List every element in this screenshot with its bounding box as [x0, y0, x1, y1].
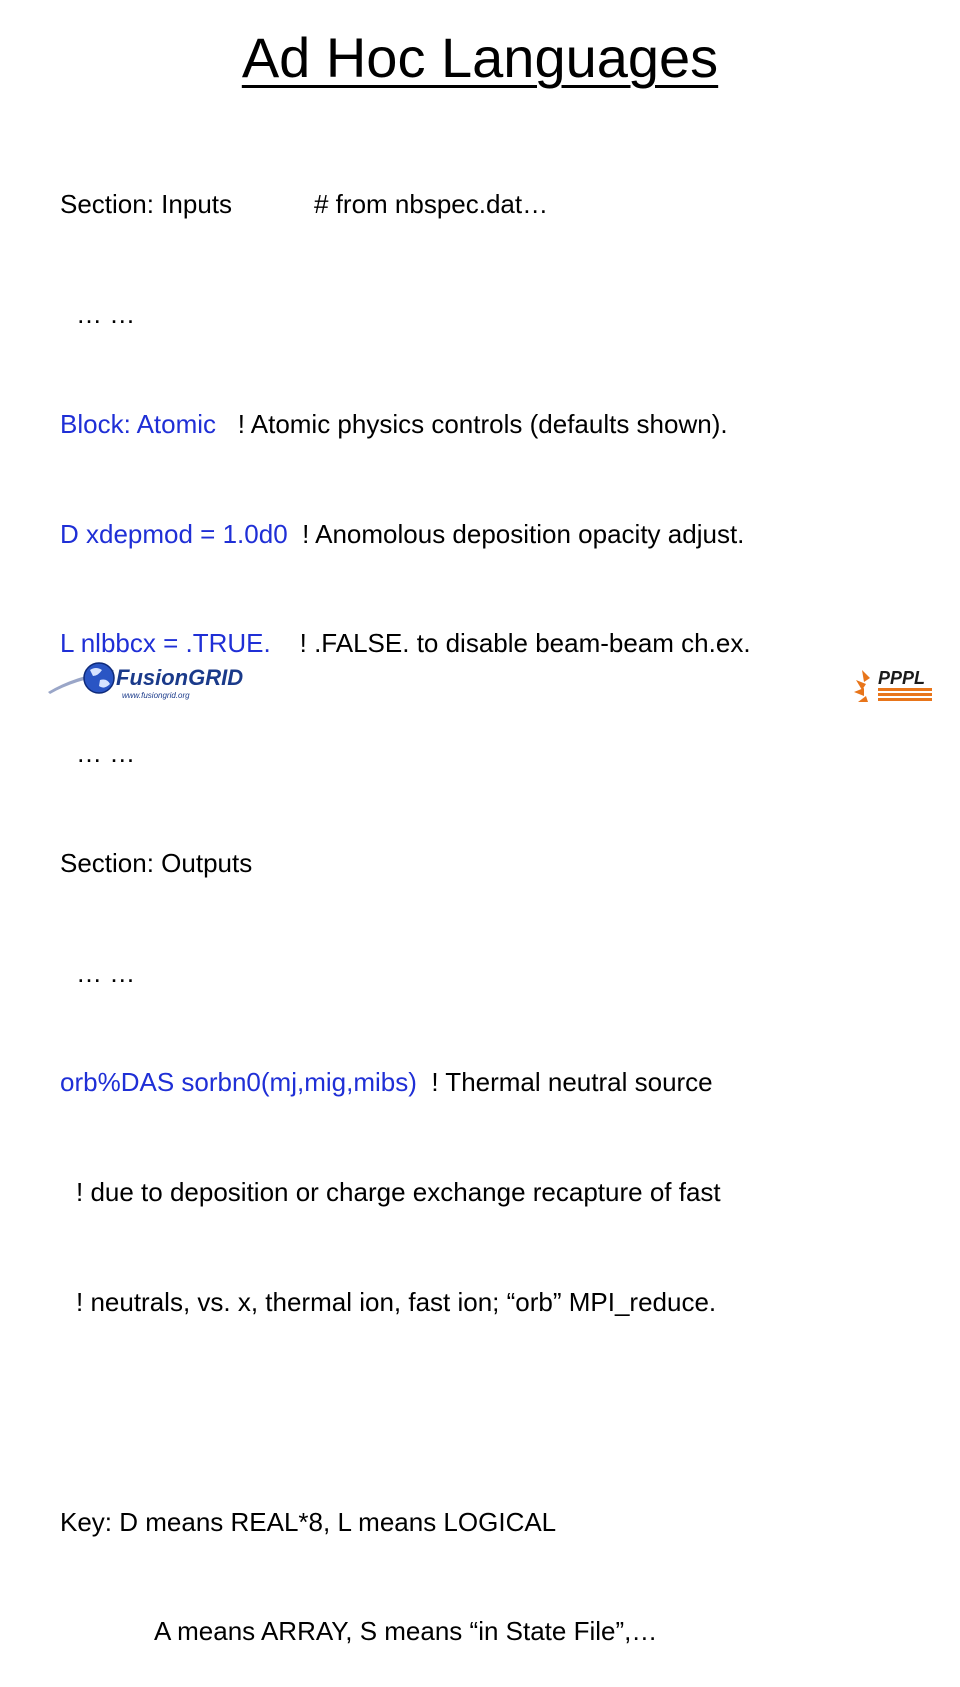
fusiongrid-logo [44, 654, 244, 704]
orb-das-code: orb%DAS sorbn0(mj,mig,mibs) [60, 1067, 417, 1098]
line-block-atomic [60, 406, 940, 443]
slide-title: Ad Hoc Languages [241, 26, 719, 89]
line-section-inputs [60, 186, 940, 223]
nlbbcx-code: L nlbbcx = .TRUE. [60, 628, 271, 659]
fusiongrid-url: www.fusiongrid.org [122, 691, 190, 700]
block-atomic-comment: ! Atomic physics controls (defaults shown). [237, 408, 728, 439]
line-xdepmod [60, 516, 940, 553]
orb-das-comment-cont-1: ! due to deposition or charge exchange recapture of fast [76, 1177, 721, 1208]
fusiongrid-name: FusionGRID [116, 665, 244, 690]
pppl-name: PPPL [878, 668, 926, 688]
xdepmod-comment: ! Anomolous deposition opacity adjust. [302, 518, 745, 549]
ellipsis-line: … … [76, 298, 136, 329]
sunburst-icon [854, 670, 870, 702]
key-line-2: A means ARRAY, S means “in State File”,… [154, 1616, 658, 1647]
ellipsis-line: … … [76, 738, 136, 769]
globe-icon [84, 663, 114, 693]
xdepmod-code: D xdepmod = 1.0d0 [60, 518, 288, 549]
blank-line [60, 1394, 940, 1431]
line-orb-das [60, 1064, 940, 1101]
ellipsis-line: … … [76, 957, 136, 988]
line-section-outputs: Section: Outputs [60, 847, 253, 878]
section-inputs-comment: # from nbspec.dat… [314, 189, 549, 220]
section-inputs-label: Section: Inputs [60, 189, 232, 220]
orb-das-comment: ! Thermal neutral source [431, 1067, 713, 1098]
slide-body [60, 113, 940, 1687]
nlbbcx-comment: ! .FALSE. to disable beam-beam ch.ex. [299, 628, 751, 659]
pppl-logo [850, 662, 940, 706]
key-line-1: Key: D means REAL*8, L means LOGICAL [60, 1506, 557, 1537]
block-atomic-code: Block: Atomic [60, 408, 217, 439]
orb-das-comment-cont-2: ! neutrals, vs. x, thermal ion, fast ion; “orb” MPI_reduce. [76, 1287, 717, 1317]
